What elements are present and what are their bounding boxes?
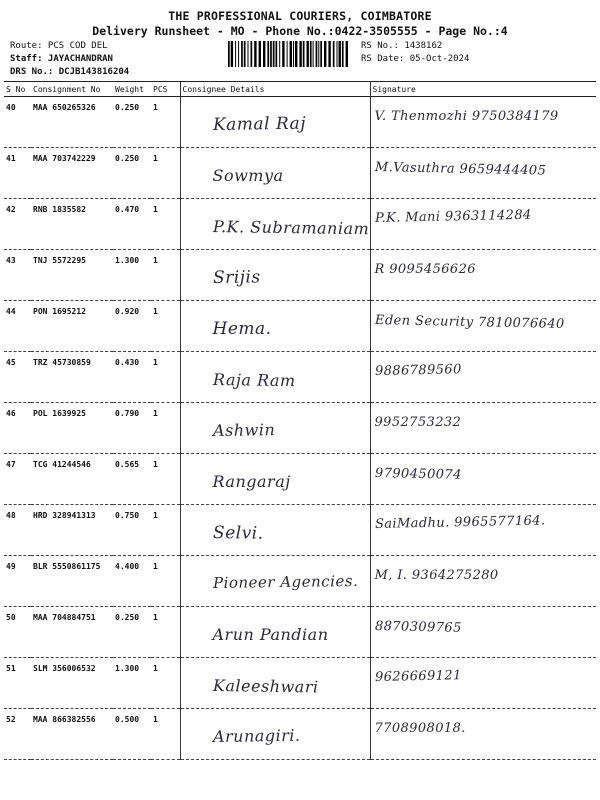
consignee-name-handwritten: Sowmya [212,166,284,185]
table-row [4,352,596,403]
barcode-bar [293,41,294,67]
consignee-details-cell [180,505,370,556]
table-header-row [4,82,596,97]
table-row [4,250,596,301]
runsheet-table [4,81,596,760]
consignee-details-cell [180,709,370,760]
consignee-details-cell [180,199,370,250]
signature-handwritten: V. Thenmozhi 9750384179 [374,109,559,124]
row-sno: 45 [4,352,31,403]
barcode-bar [310,41,312,67]
barcode-bar [282,41,284,67]
weight-value: 0.250 [113,607,151,658]
route-line: Route: PCS COD DEL [10,41,108,51]
pcs-count: 1 [151,607,180,658]
weight-value: 0.430 [113,352,151,403]
pcs-count: 1 [151,709,180,760]
table-row [4,403,596,454]
table-row [4,505,596,556]
table-row [4,199,596,250]
weight-value: 0.920 [113,301,151,352]
pcs-count: 1 [151,97,180,148]
pcs-count: 1 [151,658,180,709]
barcode-bar [318,41,319,67]
weight-value: 4.400 [113,556,151,607]
col-header-signature: Signature [370,82,596,97]
consignment-number: RNB 1835582 [31,199,113,250]
consignment-number: POL 1639925 [31,403,113,454]
row-sno: 43 [4,250,31,301]
consignee-details-cell [180,454,370,505]
consignee-details-cell [180,97,370,148]
weight-value: 0.500 [113,709,151,760]
barcode-bar [287,41,288,67]
table-row [4,454,596,505]
col-header-sno: S No [4,82,31,97]
consignee-name-handwritten: Pioneer Agencies. [212,571,358,592]
barcode-bar [248,41,249,67]
row-sno: 47 [4,454,31,505]
signature-cell [370,709,596,760]
consignee-name-handwritten: Arun Pandian [212,625,329,644]
row-sno: 44 [4,301,31,352]
signature-handwritten: 9790450074 [374,466,462,483]
row-sno: 50 [4,607,31,658]
consignee-details-cell [180,658,370,709]
table-row [4,556,596,607]
pcs-count: 1 [151,199,180,250]
company-title: THE PROFESSIONAL COURIERS, COIMBATORE [168,9,432,23]
barcode-bar [259,41,261,67]
signature-handwritten: 9886789560 [374,362,462,379]
row-sno: 41 [4,148,31,199]
row-sno: 51 [4,658,31,709]
signature-handwritten: 8870309765 [374,619,462,636]
consignment-number: MAA 866382556 [31,709,113,760]
weight-value: 0.250 [113,97,151,148]
weight-value: 1.300 [113,658,151,709]
weight-value: 1.300 [113,250,151,301]
col-header-pcs: PCS [151,82,180,97]
barcode-bar [251,41,253,67]
weight-value: 0.250 [113,148,151,199]
barcode-bar [244,41,246,67]
pcs-count: 1 [151,556,180,607]
consignee-details-cell [180,352,370,403]
barcode-bar [235,41,236,67]
consignment-number: MAA 703742229 [31,148,113,199]
signature-cell [370,97,596,148]
consignee-details-cell [180,301,370,352]
col-header-weight: Weight [113,82,151,97]
table-row [4,709,596,760]
barcode-bar [263,41,265,67]
consignment-number: BLR 5550861175 [31,556,113,607]
consignment-number: TRZ 45730859 [31,352,113,403]
signature-handwritten: SaiMadhu. 9965577164. [374,513,546,532]
barcode-bar [273,41,275,67]
header-left-info [10,40,129,79]
consignee-details-cell [180,250,370,301]
consignee-details-cell [180,148,370,199]
table-row [4,148,596,199]
consignee-name-handwritten: Kamal Raj [212,113,306,135]
barcode-bar [339,41,341,67]
signature-cell [370,199,596,250]
consignment-number: PON 1695212 [31,301,113,352]
consignee-details-cell [180,403,370,454]
consignee-name-handwritten: Selvi. [212,523,264,544]
consignment-number: HRD 328941313 [31,505,113,556]
barcode-bar [346,41,348,67]
runsheet-subtitle: Delivery Runsheet - MO - Phone No.:0422-3505555 - Page No.:4 [92,24,508,38]
consignee-name-handwritten: Ashwin [212,420,275,440]
pcs-count: 1 [151,454,180,505]
barcode-bar [333,41,335,67]
barcode-bar [320,41,322,67]
table-row [4,301,596,352]
consignment-number: SLM 356006532 [31,658,113,709]
row-sno: 42 [4,199,31,250]
row-sno: 48 [4,505,31,556]
barcode-bar [228,41,230,67]
table-row [4,97,596,148]
weight-value: 0.470 [113,199,151,250]
col-header-details: Consignee Details [180,82,370,97]
consignee-name-handwritten: P.K. Subramaniam [212,217,369,239]
signature-cell [370,250,596,301]
signature-handwritten: 9952753232 [374,415,462,430]
table-row [4,658,596,709]
barcode-bar [307,41,309,67]
signature-cell [370,352,596,403]
pcs-count: 1 [151,403,180,454]
barcode-bar [231,41,233,67]
barcode-bar [342,41,344,67]
barcode-bar [303,41,305,67]
signature-cell [370,454,596,505]
pcs-count: 1 [151,250,180,301]
staff-line: Staff: JAYACHANDRAN [10,54,113,64]
consignee-name-handwritten: Rangaraj [212,472,291,491]
col-header-consignment: Consignment No [31,82,113,97]
signature-handwritten: R 9095456626 [374,262,476,277]
signature-cell [370,556,596,607]
signature-cell [370,505,596,556]
signature-cell [370,658,596,709]
consignee-details-cell [180,556,370,607]
pcs-count: 1 [151,505,180,556]
barcode-bar [279,41,280,67]
barcode-bar [270,41,272,67]
signature-handwritten: P.K. Mani 9363114284 [374,207,532,226]
row-sno: 46 [4,403,31,454]
signature-handwritten: Eden Security 7810076640 [374,313,565,332]
barcode [228,41,352,67]
signature-cell [370,403,596,454]
barcode-bar [324,41,326,67]
weight-value: 0.750 [113,505,151,556]
consignment-number: TCG 41244546 [31,454,113,505]
signature-handwritten: 7708908018. [374,721,466,736]
row-sno: 40 [4,97,31,148]
consignment-number: MAA 704884751 [31,607,113,658]
pcs-count: 1 [151,301,180,352]
row-sno: 49 [4,556,31,607]
barcode-bar [267,41,269,67]
row-sno: 52 [4,709,31,760]
barcode-bar [316,41,318,67]
barcode-bar [254,41,256,67]
signature-cell [370,148,596,199]
consignee-name-handwritten: Kaleeshwari [212,676,319,697]
consignee-name-handwritten: Srijis [212,267,261,288]
barcode-bar [299,41,301,67]
signature-handwritten: M, I. 9364275280 [374,568,499,583]
consignment-number: MAA 650265326 [31,97,113,148]
weight-value: 0.790 [113,403,151,454]
weight-value: 0.565 [113,454,151,505]
consignment-number: TNJ 5572295 [31,250,113,301]
consignee-name-handwritten: Raja Ram [212,370,296,391]
barcode-bar [290,41,292,67]
signature-handwritten: 9626669121 [374,668,462,685]
barcode-bar [328,41,330,67]
signature-cell [370,301,596,352]
table-row [4,607,596,658]
barcode-bar [241,41,243,67]
barcode-bar [295,41,297,67]
rs-number: RS No.: 1438162 [361,41,443,51]
signature-handwritten: M.Vasuthra 9659444405 [374,160,546,179]
pcs-count: 1 [151,148,180,199]
barcode-bar [337,41,338,67]
drs-number: DRS No.: DCJB143816204 [10,67,130,77]
barcode-bar [313,41,314,67]
header-right-info [361,40,469,66]
consignee-name-handwritten: Hema. [212,319,272,339]
pcs-count: 1 [151,352,180,403]
consignee-details-cell [180,607,370,658]
consignee-name-handwritten: Arunagiri. [212,725,301,746]
barcode-bar [238,41,239,67]
barcode-bar [276,41,278,67]
rs-date: RS Date: 05-Oct-2024 [361,54,470,64]
signature-cell [370,607,596,658]
